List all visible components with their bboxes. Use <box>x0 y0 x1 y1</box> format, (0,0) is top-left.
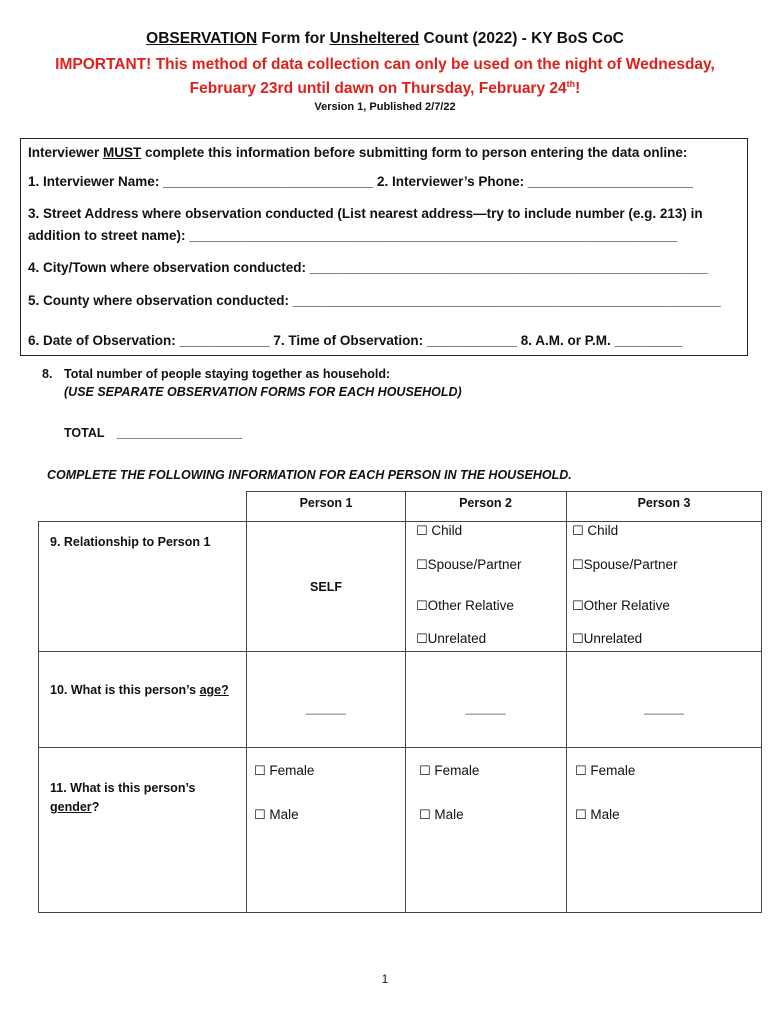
option-label: Spouse/Partner <box>427 557 522 572</box>
table-left-border <box>38 521 39 913</box>
q9-p2-child[interactable] <box>416 523 462 539</box>
title-unsheltered: Unsheltered <box>329 30 420 47</box>
county-field[interactable]: 5. County where observation conducted: _________________________________________________________ <box>28 293 721 308</box>
checkbox-icon[interactable]: ☐ <box>575 764 587 779</box>
checkbox-icon[interactable]: ☐ <box>572 558 584 573</box>
option-label: Male <box>590 807 620 822</box>
option-label: Child <box>431 523 463 538</box>
q9-person1-self: SELF <box>310 580 342 594</box>
header-person2: Person 2 <box>459 496 512 510</box>
total-input[interactable]: __________________ <box>117 426 243 440</box>
header-person3: Person 3 <box>637 496 691 510</box>
important-notice-line2-end: ! <box>575 80 581 98</box>
title-text-2: Count (2022) - KY BoS CoC <box>419 30 624 47</box>
table-header-bottom <box>38 521 762 522</box>
option-label: Female <box>590 763 636 778</box>
checkbox-icon[interactable]: ☐ <box>419 808 431 823</box>
option-label: Other Relative <box>427 598 514 613</box>
q10-p2-age-input[interactable]: ______ <box>465 701 506 715</box>
total-label: TOTAL <box>64 426 105 440</box>
q11-p2-male[interactable] <box>419 807 464 823</box>
q10-p3-age-input[interactable]: ______ <box>643 701 685 715</box>
checkbox-icon[interactable]: ☐ <box>254 764 266 779</box>
checkbox-icon[interactable]: ☐ <box>416 599 428 614</box>
page-number: 1 <box>381 972 389 986</box>
street-address-field-line1[interactable]: 3. Street Address where observation conducted (List nearest address—try to include number (e.g. 213) in <box>28 206 703 221</box>
table-top-border <box>246 491 762 492</box>
important-notice-line2 <box>0 79 770 98</box>
interviewer-intro-pre: Interviewer <box>28 145 104 160</box>
option-label: Spouse/Partner <box>583 557 678 572</box>
option-label: Other Relative <box>583 598 670 613</box>
q9-p3-spouse[interactable] <box>572 557 677 573</box>
checkbox-icon[interactable]: ☐ <box>575 808 587 823</box>
checkbox-icon[interactable]: ☐ <box>416 558 428 573</box>
q11-label-line2 <box>50 800 99 814</box>
checkbox-icon[interactable]: ☐ <box>572 632 584 647</box>
household-table <box>38 491 762 913</box>
instruction-text: COMPLETE THE FOLLOWING INFORMATION FOR EACH PERSON IN THE HOUSEHOLD. <box>47 468 572 482</box>
table-row-divider-1 <box>38 651 762 652</box>
checkbox-icon[interactable]: ☐ <box>254 808 266 823</box>
checkbox-icon[interactable]: ☐ <box>419 764 431 779</box>
q11-label-gender: gender <box>50 800 92 814</box>
title-observation: OBSERVATION <box>146 30 258 47</box>
q10-label-age: age? <box>199 683 229 697</box>
table-row-divider-2 <box>38 747 762 748</box>
option-label: Unrelated <box>427 631 487 646</box>
version-label: Version 1, Published 2/7/22 <box>314 101 456 113</box>
form-title <box>0 30 770 48</box>
street-address-field-line2[interactable]: addition to street name): _________________________________________________________________ <box>28 228 678 243</box>
important-notice-line1: IMPORTANT! This method of data collection can only be used on the night of Wednesday, <box>55 56 715 73</box>
q9-p2-unrelated[interactable] <box>416 631 486 647</box>
q11-p1-female[interactable] <box>254 763 314 779</box>
important-notice-sup: th <box>566 79 576 89</box>
checkbox-icon[interactable]: ☐ <box>572 524 584 539</box>
interviewer-box <box>20 138 748 356</box>
q11-p1-male[interactable] <box>254 807 299 823</box>
q9-p2-spouse[interactable] <box>416 557 521 573</box>
option-label: Male <box>269 807 299 822</box>
q9-p3-other-relative[interactable] <box>572 598 670 614</box>
checkbox-icon[interactable]: ☐ <box>416 524 428 539</box>
q11-label-end: ? <box>91 800 100 814</box>
q10-label <box>50 683 229 697</box>
table-bottom-border <box>38 912 762 913</box>
important-notice-line2-text: February 23rd until dawn on Thursday, February 24 <box>189 80 567 98</box>
option-label: Female <box>269 763 315 778</box>
q9-p3-unrelated[interactable] <box>572 631 642 647</box>
question8-text: Total number of people staying together as household: <box>64 367 391 381</box>
q9-label: 9. Relationship to Person 1 <box>50 535 211 549</box>
option-label: Male <box>434 807 464 822</box>
q11-p3-male[interactable] <box>575 807 620 823</box>
interviewer-name-phone-field[interactable]: 1. Interviewer Name: ____________________________ 2. Interviewer’s Phone: ______________________ <box>28 174 694 189</box>
checkbox-icon[interactable]: ☐ <box>416 632 428 647</box>
q11-p2-female[interactable] <box>419 763 479 779</box>
option-label: Unrelated <box>583 631 643 646</box>
checkbox-icon[interactable]: ☐ <box>572 599 584 614</box>
header-person1: Person 1 <box>299 496 353 510</box>
q11-p3-female[interactable] <box>575 763 635 779</box>
q10-label-text: 10. What is this person’s <box>50 683 200 697</box>
option-label: Child <box>587 523 619 538</box>
title-text-1: Form for <box>257 30 330 47</box>
q11-label-line1: 11. What is this person’s <box>50 781 196 795</box>
q9-p2-other-relative[interactable] <box>416 598 514 614</box>
question8-note: (USE SEPARATE OBSERVATION FORMS FOR EACH HOUSEHOLD) <box>64 385 462 399</box>
option-label: Female <box>434 763 480 778</box>
interviewer-intro-post: complete this information before submitting form to person entering the data online: <box>141 145 688 160</box>
q10-p1-age-input[interactable]: ______ <box>305 701 347 715</box>
interviewer-intro <box>28 145 687 160</box>
q9-p3-child[interactable] <box>572 523 618 539</box>
question8-number: 8. <box>42 367 53 381</box>
date-time-ampm-field[interactable]: 6. Date of Observation: ____________ 7. Time of Observation: ____________ 8. A.M. or P.M. _________ <box>28 333 683 348</box>
interviewer-intro-must: MUST <box>103 145 142 160</box>
city-town-field[interactable]: 4. City/Town where observation conducted: _____________________________________________________ <box>28 260 708 275</box>
